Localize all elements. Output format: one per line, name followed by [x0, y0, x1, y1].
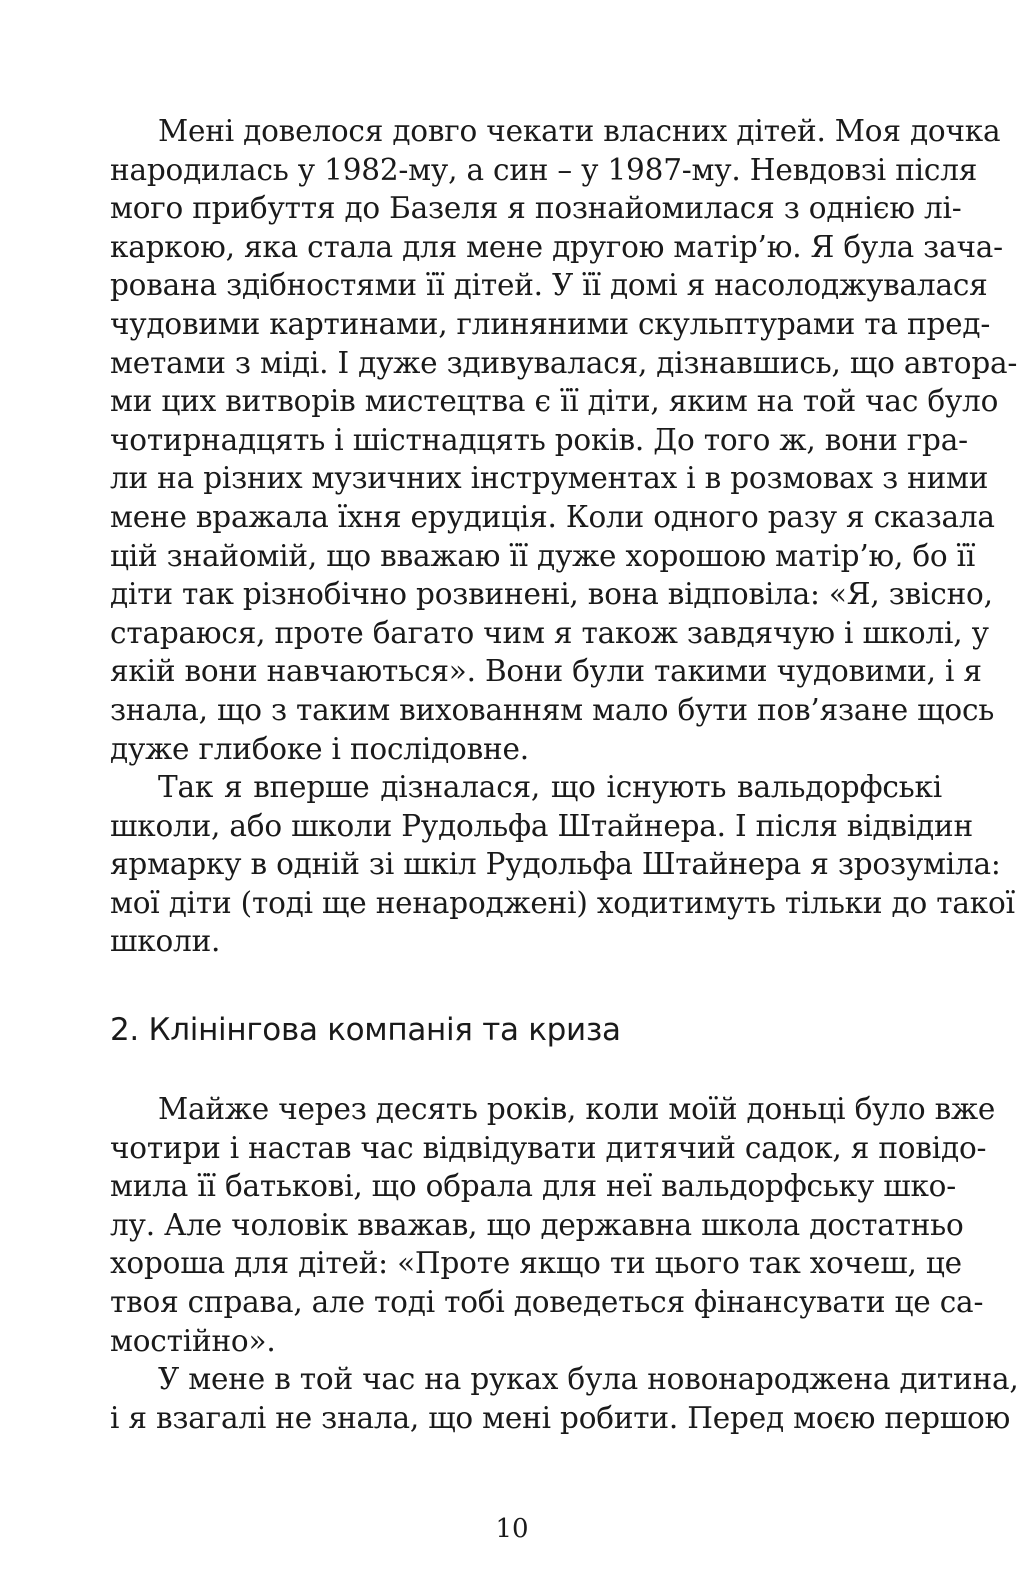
text-line: мостійно».: [110, 1323, 276, 1358]
paragraph-3: [110, 1090, 996, 1360]
text-line: Майже через десять років, коли моїй доньці було вже: [158, 1092, 996, 1126]
text-line: Мені довелося довго чекати власних дітей. Моя дочка: [158, 114, 1001, 148]
text-line: і я взагалі не знала, що мені робити. Перед моєю першою: [110, 1400, 1011, 1435]
text-line: У мене в той час на руках була новонароджена дитина,: [158, 1362, 1019, 1397]
paragraph-4: [110, 1360, 1019, 1437]
text-line: дуже глибоке і послідовне.: [110, 731, 529, 766]
text-line: твоя справа, але тоді тобі доведеться фінансувати це са-: [110, 1284, 984, 1319]
text-line: лу. Але чоловік вважав, що державна школа достатньо: [110, 1207, 964, 1242]
text-line: ли на різних музичних інструментах і в розмовах з ними: [110, 461, 989, 496]
text-line: чудовими картинами, глиняними скульптурами та пред-: [110, 306, 991, 341]
text-line: школи.: [110, 924, 221, 959]
text-line: якій вони навчаються». Вони були такими чудовими, і я: [110, 654, 982, 689]
text-line: народилась у 1982-му, а син – у 1987-му. Невдовзі після: [110, 152, 978, 187]
page-number: 10: [495, 1514, 529, 1544]
text-line: школи, або школи Рудольфа Штайнера. І після відвідин: [110, 808, 973, 843]
text-line: чотири і настав час відвідувати дитячий садок, я повідо-: [110, 1130, 987, 1165]
text-line: хороша для дітей: «Проте якщо ти цього так хочеш, це: [110, 1246, 962, 1281]
text-line: Так я вперше дізналася, що існують вальдорфські: [158, 770, 942, 805]
text-line: метами з міді. І дуже здивувалася, дізнавшись, що автора-: [110, 345, 1018, 380]
text-line: цій знайомій, що вважаю її дуже хорошою матір’ю, бо її: [110, 538, 976, 573]
text-line: чотирнадцять і шістнадцять років. До того ж, вони гра-: [110, 422, 968, 457]
text-line: знала, що з таким вихованням мало бути пов’язане щось: [110, 692, 995, 727]
text-line: рована здібностями її дітей. У її домі я насолоджувалася: [110, 268, 988, 303]
text-line: ми цих витворів мистецтва є її діти, яким на той час було: [110, 384, 999, 419]
section-2-text: [110, 1090, 1019, 1437]
text-line: мене вражала їхня ерудиція. Коли одного разу я сказала: [110, 499, 995, 534]
text-line: мого прибуття до Базеля я познайомилася з однією лі-: [110, 191, 962, 226]
text-line: мила її батькові, що обрала для неї вальдорфську шко-: [110, 1169, 957, 1204]
section-heading: 2. Клінінгова компанія та криза: [110, 1012, 621, 1048]
text-line: стараюся, проте багато чим я також завдячую і школі, у: [110, 615, 989, 650]
text-line: каркою, яка стала для мене другою матір’ю. Я була зача-: [110, 229, 1003, 264]
text-line: мої діти (тоді ще ненароджені) ходитимуть тільки до такої: [110, 885, 1015, 920]
text-line: ярмарку в одній зі шкіл Рудольфа Штайнера я зрозуміла:: [110, 847, 1001, 882]
text-line: діти так різнобічно розвинені, вона відповіла: «Я, звісно,: [110, 577, 993, 612]
section-1-text: [110, 112, 1018, 961]
paragraph-1: [110, 112, 1018, 768]
paragraph-2: [110, 768, 1015, 961]
